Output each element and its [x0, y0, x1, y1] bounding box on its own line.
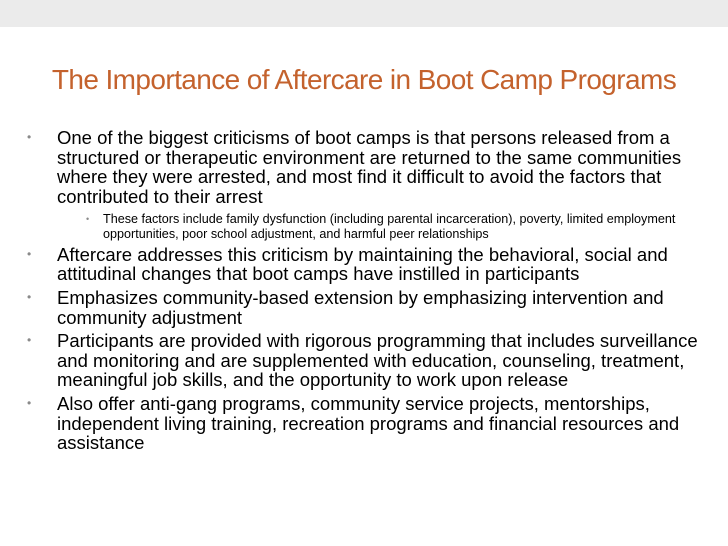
bullet-dot-icon: •: [27, 130, 32, 144]
bullet-dot-icon: •: [27, 246, 32, 261]
bullet-text: Emphasizes community-based extension by emphasizing intervention and community adjustment: [57, 286, 664, 328]
bullet-text: Participants are provided with rigorous programming that includes surveillance and monitoring and are supplemented with education, counseling, treatment, meaningful job skills, and the opportunity to work upon release: [57, 330, 698, 391]
sub-bullet-text: These factors include family dysfunction (including parental incarceration), poverty, limited employment opportunities, poor school adjustment, and harmful peer relationships: [103, 212, 676, 241]
slide-title: The Importance of Aftercare in Boot Camp Programs: [51, 64, 677, 95]
bullet-dot-icon: •: [27, 289, 32, 304]
bullet-item: [24, 245, 714, 284]
sub-bullet-item: [24, 212, 714, 240]
bullet-text: Aftercare addresses this criticism by maintaining the behavioral, social and attitudinal changes that boot camps have instilled in participants: [57, 243, 668, 285]
bullet-dot-icon: •: [27, 395, 32, 410]
bullet-dot-icon: •: [86, 214, 90, 225]
bullet-dot-icon: •: [27, 333, 32, 348]
bullet-text: One of the biggest criticisms of boot camps is that persons released from a structured or therapeutic environment are returned to the same communities where they were arrested, and most find it difficult to avoid the factors that contributed to their arrest: [57, 127, 682, 207]
bullet-item: [24, 331, 714, 390]
bullet-text: Also offer anti-gang programs, community service projects, mentorships, independent living training, recreation programs and financial resources and assistance: [57, 392, 680, 454]
bullet-item: [24, 128, 714, 206]
bullet-item: [24, 394, 714, 453]
top-band: [0, 0, 728, 27]
bullet-item: [24, 288, 714, 327]
slide-body: [24, 128, 714, 457]
